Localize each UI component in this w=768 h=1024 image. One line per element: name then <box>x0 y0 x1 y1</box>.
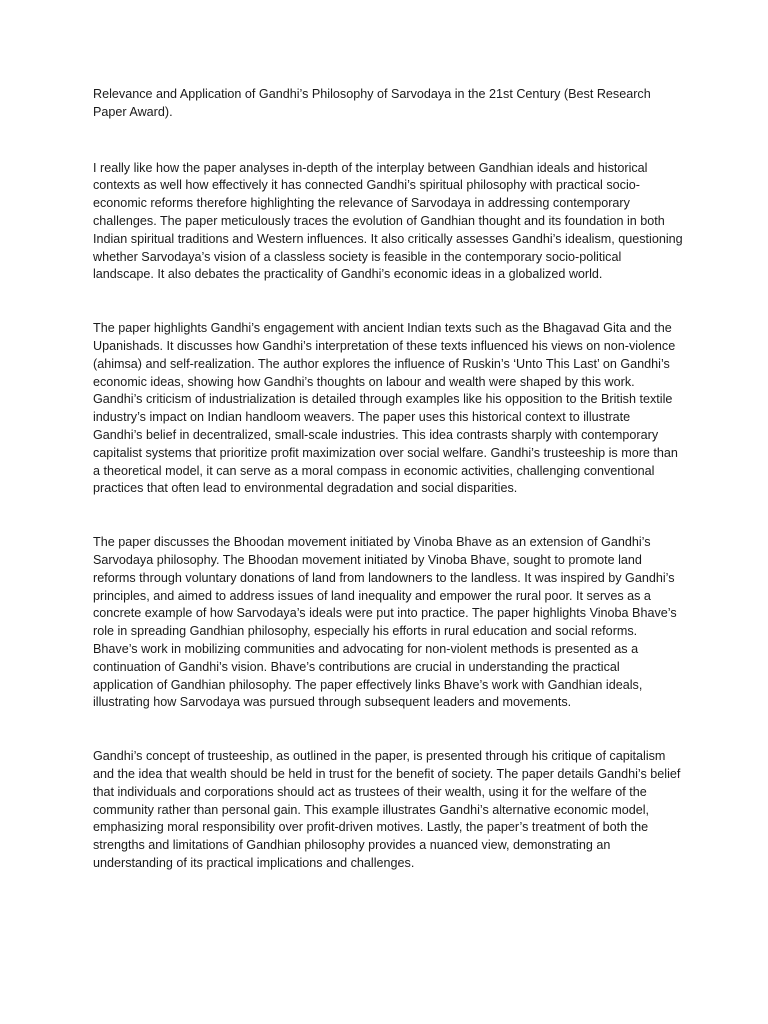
paragraph-3: The paper discusses the Bhoodan movement initiated by Vinoba Bhave as an extension of Gandhi’s Sarvodaya philosophy. The Bhoodan movement initiated by Vinoba Bhave, sought to promote land reforms through voluntary donations of land from landowners to the landless. It was inspired by Gandhi’s principles, and aimed to address issues of land inequality and empower the rural poor. It serves as a concrete example of how Sarvodaya’s ideals were put into practice. The paper highlights Vinoba Bhave’s role in spreading Gandhian philosophy, especially his efforts in rural education and social reforms. Bhave’s work in mobilizing communities and advocating for non-violent methods is presented as a continuation of Gandhi’s vision. Bhave’s contributions are crucial in understanding the practical application of Gandhian philosophy. The paper effectively links Bhave’s work with Gandhian ideals, illustrating how Sarvodaya was pursued through subsequent leaders and movements. <box>93 535 677 710</box>
paragraph-1: I really like how the paper analyses in-depth of the interplay between Gandhian ideals and historical contexts as well how effectively it has connected Gandhi’s spiritual philosophy with practical socio-economic reforms therefore highlighting the relevance of Sarvodaya in addressing contemporary challenges. The paper meticulously traces the evolution of Gandhian thought and its foundation in both Indian spiritual traditions and Western influences. It also critically assesses Gandhi’s idealism, questioning whether Sarvodaya’s vision of a classless society is feasible in the contemporary socio-political landscape. It also debates the practicality of Gandhi’s economic ideas in a globalized world. <box>93 160 683 282</box>
document-title: Relevance and Application of Gandhi’s Philosophy of Sarvodaya in the 21st Century (Best Research Paper Award). <box>93 87 651 119</box>
paragraph-2: The paper highlights Gandhi’s engagement with ancient Indian texts such as the Bhagavad Gita and the Upanishads. It discusses how Gandhi’s interpretation of these texts influenced his views on non-violence (ahimsa) and self-realization. The author explores the influence of Ruskin’s ‘Unto This Last’ on Gandhi’s economic ideas, showing how Gandhi’s thoughts on labour and wealth were shaped by this work. Gandhi’s criticism of industrialization is detailed through examples like his opposition to the British textile industry’s impact on Indian handloom weavers. The paper uses this historical context to illustrate Gandhi’s belief in decentralized, small-scale industries. This idea contrasts sharply with contemporary capitalist systems that prioritize profit maximization over social welfare. Gandhi’s trusteeship is more than a theoretical model, it can serve as a moral compass in economic activities, challenging conventional practices that often lead to environmental degradation and social disparities. <box>93 321 678 496</box>
paragraph-4: Gandhi’s concept of trusteeship, as outlined in the paper, is presented through his critique of capitalism and the idea that wealth should be held in trust for the benefit of society. The paper details Gandhi’s belief that individuals and corporations should act as trustees of their wealth, using it for the welfare of the community rather than personal gain. This example illustrates Gandhi’s alternative economic model, emphasizing moral responsibility over profit-driven motives. Lastly, the paper’s treatment of both the strengths and limitations of Gandhian philosophy provides a nuanced view, demonstrating an understanding of its practical implications and challenges. <box>93 749 681 870</box>
document-page <box>93 86 683 909</box>
